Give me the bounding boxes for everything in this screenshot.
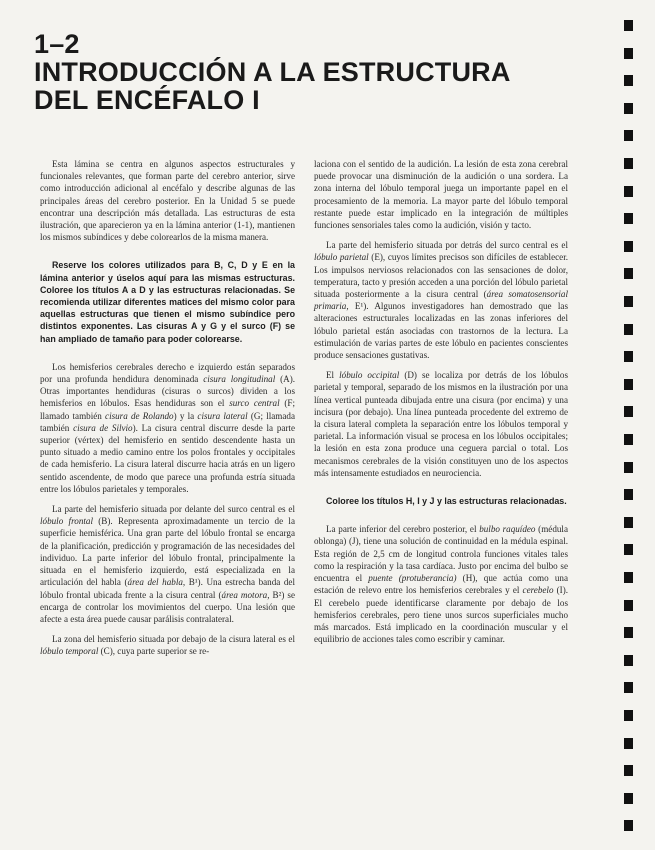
left-column	[40, 158, 295, 666]
binding-hole	[624, 738, 633, 749]
binding-hole	[624, 710, 633, 721]
binding-hole	[624, 324, 633, 335]
hemispheres-paragraph: Los hemisferios cerebrales derecho e izquierdo están separados por una profunda hendidura denominada cisura longitudinal (A). Otras importantes hendiduras (cisuras o surcos) dividen a los hemisferios en lóbulos. Esas hendiduras son el surco central (F; llamado también cisura de Rolando) y la cisura lateral (G; llamada también cisura de Silvio). La cisura central discurre desde la parte superior (vértex) del hemisferio en sentido descendente hasta un punto situado a medio camino entre los polos frontales y occipitales de cada hemisferio. La cisura lateral discurre hacia atrás en un ligero sentido ascendente, de modo que parece una profunda estría situada entre los lóbulos parietales y temporales.	[40, 361, 296, 494]
page-title	[34, 30, 594, 114]
binding-hole	[624, 793, 633, 804]
binding-hole	[624, 186, 633, 197]
binding-hole	[624, 379, 633, 390]
binding-hole	[624, 434, 633, 445]
binding-hole	[624, 130, 633, 141]
binding-hole	[624, 544, 633, 555]
temporal-continued-paragraph: laciona con el sentido de la audición. La lesión de esta zona cerebral puede provocar una disminución de la audición o una sordera. La zona interna del lóbulo temporal juega un importante papel en el procesamiento de la memoria. La mayor parte del lóbulo temporal restante puede estar implicado en la integración de múltiples funciones sensoriales tales como la audición, visión y tacto.	[314, 159, 568, 231]
binding-hole	[624, 296, 633, 307]
temporal-lobe-paragraph: La zona del hemisferio situada por debajo de la cisura lateral es el lóbulo temporal (C), cuya parte superior se re-	[40, 634, 295, 657]
binding-hole	[624, 241, 633, 252]
binding-hole	[624, 268, 633, 279]
binding-hole	[624, 572, 633, 583]
title-line-2: DEL ENCÉFALO I	[34, 85, 260, 115]
binding-hole	[624, 103, 633, 114]
binding-hole	[624, 462, 633, 473]
frontal-lobe-paragraph: La parte del hemisferio situada por delante del surco central es el lóbulo frontal (B). Representa aproximadamente un tercio de la superficie hemisférica. Una gran parte del lóbulo frontal se encarga de la planificación, predicción y programación de las necesidades del individuo. La parte inferior del lóbulo frontal, principalmente la situada en el hemisferio izquierdo, está especializada en la articulación del habla (área del habla, B¹). Una estrecha banda del lóbulo frontal ubicada frente a la cisura central (área motora, B²) se encarga de controlar los movimientos del cuerpo. Una lesión que afecte a esta área puede causar parálisis contralateral.	[40, 504, 296, 624]
right-column	[314, 158, 568, 653]
binding-hole	[624, 517, 633, 528]
binding-hole	[624, 20, 633, 31]
binding-hole	[624, 48, 633, 59]
coloring-instruction-2: Coloree los títulos H, I y J y las estructuras relacionadas.	[326, 496, 567, 507]
binding-hole	[624, 489, 633, 500]
binding-hole	[624, 351, 633, 362]
binding-hole	[624, 600, 633, 611]
binding-hole	[624, 627, 633, 638]
plate-number: 1–2	[34, 29, 80, 59]
binding-hole	[624, 655, 633, 666]
hindbrain-paragraph: La parte inferior del cerebro posterior, el bulbo raquídeo (médula oblonga) (J), tiene una solución de continuidad en la médula espinal. Esta región de 2,5 cm de longitud controla funciones vitales tales como la respiración y la tasa cardíaca. Justo por encima del bulbo se encuentra el puente (protuberancia) (H), que actúa como una estación de relevo entre los hemisferios cerebrales y el cerebelo (I). El cerebelo puede identificarse claramente por debajo de los hemisferios cerebrales, pero tiene unos surcos superficiales mucho más marcados. Está implicado en la coordinación muscular y el equilibrio de acciones tales como escribir y caminar.	[314, 524, 568, 645]
binding-hole	[624, 682, 633, 693]
binding-hole	[624, 213, 633, 224]
parietal-lobe-paragraph: La parte del hemisferio situada por detrás del surco central es el lóbulo parietal (E), cuyos límites precisos son difíciles de establecer. Los impulsos nerviosos relacionados con las sensaciones de dolor, temperatura, tacto y presión acceden a una porción del lóbulo parietal situada posteriormente a la cisura central (área somatosensorial primaria, E¹). Algunos investigadores han demostrado que las alteraciones estructurales localizadas en las zonas inferiores del lóbulo parietal están asociadas con trastornos de la lectura. La estimulación de varias partes de este lóbulo en pacientes conscientes produce sensaciones gustativas.	[314, 240, 568, 361]
binding-hole	[624, 158, 633, 169]
binding-hole	[624, 820, 633, 831]
binding-hole	[624, 406, 633, 417]
title-line-1: INTRODUCCIÓN A LA ESTRUCTURA	[34, 57, 511, 87]
binding-hole	[624, 765, 633, 776]
binding-hole	[624, 75, 633, 86]
intro-paragraph: Esta lámina se centra en algunos aspectos estructurales y funcionales relevantes, que forman parte del cerebro anterior, sirve como introducción adicional al encéfalo y describe algunas de las principales áreas del cerebro posterior. En la Unidad 5 se puede encontrar una descripción más detallada. Las estructuras de esta ilustración, que aparecieron ya en la lámina anterior (1-1), mantienen los mismos subíndices y debe colorearlos de la misma manera.	[40, 159, 295, 243]
coloring-instruction: Reserve los colores utilizados para B, C, D y E en la lámina anterior y úselos aquí para las mismas estructuras. Coloree los títulos A a D y las estructuras relacionadas. Se recomienda utilizar diferentes matices del mismo color para aquellas estructuras que tienen el mismo subíndice pero distintos exponentes. Las cisuras A y G y el surco (F) se han ampliado de tamaño para poder colorearse.	[40, 260, 295, 344]
occipital-lobe-paragraph: El lóbulo occipital (D) se localiza por detrás de los lóbulos parietal y temporal, separado de los mismos en la ilustración por una línea vertical punteada dibujada entre una cisura (por encima) y una incisura (por debajo). Una línea punteada procedente del extremo de la cisura lateral completa la separación entre los lóbulos temporal y parietal. La información visual se procesa en los lóbulos occipitales; la lesión en esta zona produce una ceguera parcial o total. Los mecanismos cerebrales de la visión constituyen uno de los aspectos más intensamente estudiados en neurociencia.	[314, 370, 568, 478]
binding-margin	[624, 20, 638, 850]
